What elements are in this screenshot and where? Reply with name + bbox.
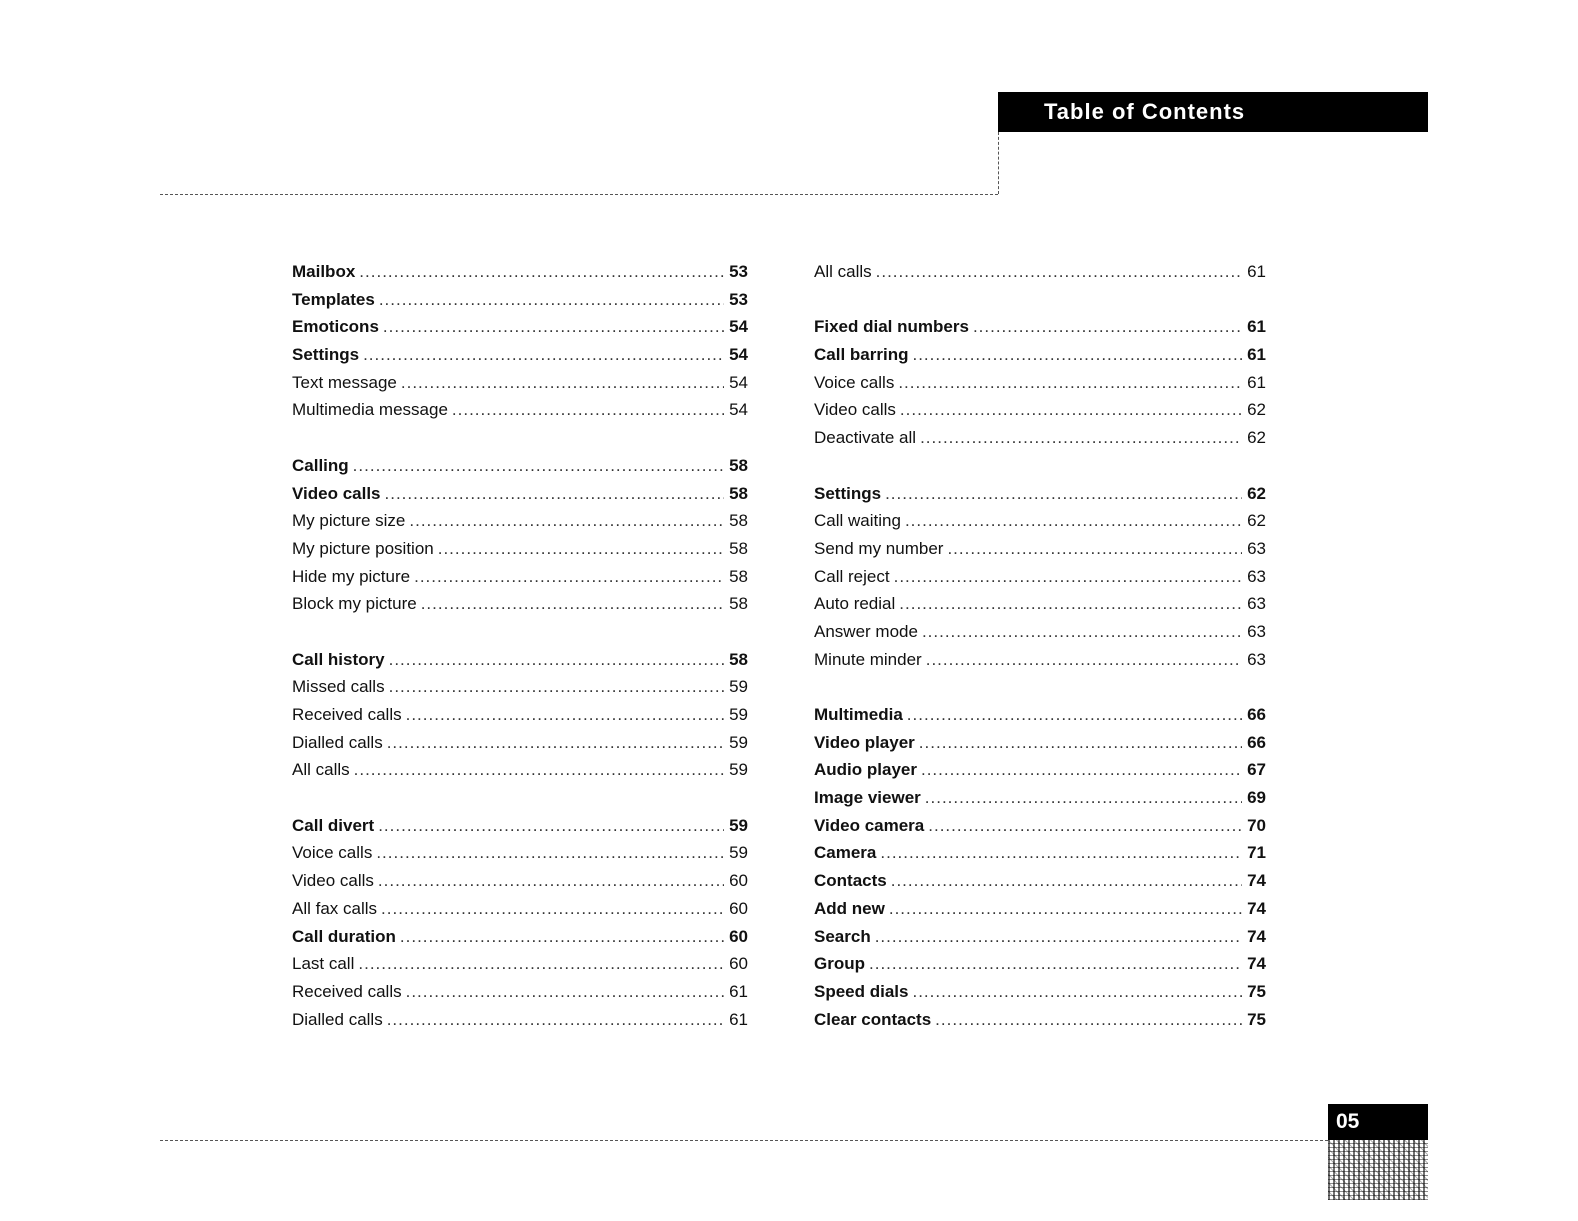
toc-leader-dots <box>378 816 724 836</box>
toc-leader-dots <box>885 484 1242 504</box>
toc-entry-page: 58 <box>729 455 748 475</box>
toc-entry[interactable] <box>814 816 1266 844</box>
toc-entry-page: 74 <box>1247 954 1266 974</box>
toc-entry-page: 59 <box>729 760 748 780</box>
toc-leader-dots <box>354 760 724 780</box>
toc-entry-page: 74 <box>1247 926 1266 946</box>
toc-entry-label: All calls <box>292 760 350 780</box>
toc-entry-label: Settings <box>814 483 882 503</box>
toc-entry[interactable] <box>814 594 1266 622</box>
toc-entry-label: Audio player <box>814 760 917 780</box>
toc-entry[interactable] <box>292 456 748 484</box>
toc-entry-page: 58 <box>729 538 748 558</box>
toc-entry[interactable] <box>814 1010 1266 1038</box>
toc-entry[interactable] <box>814 539 1266 567</box>
toc-spacer <box>292 788 748 816</box>
toc-entry[interactable] <box>292 594 748 622</box>
toc-leader-dots <box>922 622 1242 642</box>
toc-leader-dots <box>387 733 724 753</box>
toc-leader-dots <box>358 954 724 974</box>
toc-entry-page: 59 <box>729 705 748 724</box>
toc-leader-dots <box>898 373 1242 393</box>
toc-entry-page: 66 <box>1247 732 1266 752</box>
toc-leader-dots <box>907 705 1242 725</box>
toc-entry-label: Calling <box>292 455 349 475</box>
toc-spacer <box>292 622 748 650</box>
toc-entry[interactable] <box>814 262 1266 290</box>
toc-leader-dots <box>899 594 1242 614</box>
page-number-box <box>1328 1104 1428 1200</box>
toc-entry-page: 53 <box>729 262 748 281</box>
toc-entry-label: Call barring <box>814 345 909 365</box>
toc-entry-label: Answer mode <box>814 621 918 641</box>
toc-entry-page: 61 <box>1247 262 1266 281</box>
toc-entry-label: Received calls <box>292 705 402 724</box>
toc-leader-dots <box>400 927 724 947</box>
toc-spacer <box>814 677 1266 705</box>
toc-entry-page: 53 <box>729 289 748 309</box>
toc-entry-page: 54 <box>729 372 748 392</box>
toc-entry[interactable] <box>814 871 1266 899</box>
toc-entry-label: Search <box>814 926 871 946</box>
toc-entry-page: 74 <box>1247 871 1266 891</box>
toc-entry[interactable] <box>814 733 1266 761</box>
toc-entry-label: Auto redial <box>814 594 896 614</box>
toc-entry-page: 60 <box>729 898 748 918</box>
toc-entry[interactable] <box>292 1010 748 1038</box>
toc-leader-dots <box>947 539 1242 559</box>
toc-leader-dots <box>389 677 724 697</box>
toc-entry-page: 62 <box>1247 428 1266 448</box>
bottom-dashed-rule <box>160 1140 1328 1141</box>
toc-entry[interactable] <box>814 373 1266 401</box>
toc-entry-label: Call waiting <box>814 511 901 531</box>
toc-entry[interactable] <box>814 705 1266 733</box>
toc-entry-page: 61 <box>1247 345 1266 365</box>
toc-entry[interactable] <box>814 927 1266 955</box>
toc-entry-label: All fax calls <box>292 898 378 918</box>
toc-leader-dots <box>409 511 724 531</box>
toc-entry-page: 59 <box>729 677 748 697</box>
toc-entry-label: Deactivate all <box>814 428 917 448</box>
toc-entry[interactable] <box>292 760 748 788</box>
toc-leader-dots <box>912 345 1242 365</box>
toc-entry[interactable] <box>814 982 1266 1010</box>
toc-entry-page: 70 <box>1247 815 1266 835</box>
toc-leader-dots <box>385 484 724 504</box>
toc-entry-label: Last call <box>292 954 355 974</box>
toc-entry-label: Text message <box>292 372 397 392</box>
toc-entry[interactable] <box>292 816 748 844</box>
toc-leader-dots <box>905 511 1242 531</box>
toc-leader-dots <box>928 816 1242 836</box>
toc-leader-dots <box>973 317 1242 337</box>
toc-entry-page: 61 <box>1247 317 1266 337</box>
toc-entry-page: 58 <box>729 511 748 531</box>
toc-leader-dots <box>376 843 724 863</box>
toc-entry[interactable] <box>292 290 748 318</box>
toc-entry[interactable] <box>292 373 748 401</box>
toc-entry-label: Video calls <box>292 483 381 503</box>
toc-entry-label: Video player <box>814 732 915 752</box>
toc-entry-page: 59 <box>729 815 748 835</box>
toc-entry-page: 75 <box>1247 1009 1266 1029</box>
toc-entry-label: Call duration <box>292 926 396 946</box>
toc-entry[interactable] <box>292 899 748 927</box>
toc-entry-label: Clear contacts <box>814 1009 932 1029</box>
toc-entry-page: 69 <box>1247 788 1266 808</box>
toc-entry[interactable] <box>814 899 1266 927</box>
toc-entry[interactable] <box>292 871 748 899</box>
top-dashed-rule <box>160 194 998 195</box>
toc-entry-page: 60 <box>729 926 748 946</box>
toc-entry-page: 54 <box>729 400 748 420</box>
toc-entry-label: All calls <box>814 262 872 281</box>
toc-leader-dots <box>912 982 1242 1002</box>
toc-leader-dots <box>406 705 724 725</box>
toc-entry-label: Voice calls <box>292 843 373 863</box>
toc-leader-dots <box>894 567 1242 587</box>
toc-leader-dots <box>353 456 724 476</box>
toc-entry-label: Contacts <box>814 871 887 891</box>
toc-entry-page: 71 <box>1247 843 1266 863</box>
toc-entry-page: 60 <box>729 871 748 891</box>
toc-entry[interactable] <box>814 567 1266 595</box>
toc-entry[interactable] <box>814 317 1266 345</box>
toc-entry-label: Received calls <box>292 981 402 1001</box>
toc-entry[interactable] <box>292 539 748 567</box>
toc-leader-dots <box>926 650 1242 670</box>
toc-left-column <box>292 262 748 1037</box>
toc-entry[interactable] <box>292 345 748 373</box>
toc-entry-label: Hide my picture <box>292 566 411 586</box>
toc-entry[interactable] <box>292 677 748 705</box>
toc-entry[interactable] <box>292 484 748 512</box>
toc-entry[interactable] <box>814 400 1266 428</box>
toc-leader-dots <box>919 733 1242 753</box>
toc-entry[interactable] <box>814 484 1266 512</box>
toc-entry[interactable] <box>814 788 1266 816</box>
toc-entry-page: 74 <box>1247 898 1266 918</box>
toc-entry[interactable] <box>292 733 748 761</box>
toc-entry-page: 58 <box>729 649 748 669</box>
toc-leader-dots <box>935 1010 1242 1030</box>
toc-entry-page: 54 <box>729 317 748 337</box>
toc-entry[interactable] <box>814 760 1266 788</box>
toc-entry-label: My picture position <box>292 538 434 558</box>
toc-entry-label: Speed dials <box>814 981 909 1001</box>
toc-entry-label: Call reject <box>814 566 890 586</box>
toc-entry-label: Call divert <box>292 815 375 835</box>
toc-entry-label: Mailbox <box>292 262 356 281</box>
toc-entry-page: 59 <box>729 843 748 863</box>
toc-leader-dots <box>921 760 1242 780</box>
toc-entry[interactable] <box>814 622 1266 650</box>
toc-entry-page: 66 <box>1247 705 1266 724</box>
toc-spacer <box>814 290 1266 318</box>
toc-entry-page: 62 <box>1247 400 1266 420</box>
toc-entry-page: 63 <box>1247 649 1266 669</box>
toc-entry[interactable] <box>292 705 748 733</box>
vertical-dashed-divider <box>998 132 999 194</box>
toc-entry-label: Voice calls <box>814 372 895 392</box>
toc-entry-page: 61 <box>729 981 748 1001</box>
toc-leader-dots <box>889 899 1242 919</box>
toc-entry-page: 61 <box>1247 372 1266 392</box>
toc-entry-page: 62 <box>1247 483 1266 503</box>
toc-entry[interactable] <box>292 400 748 428</box>
toc-entry[interactable] <box>292 927 748 955</box>
toc-leader-dots <box>379 290 724 310</box>
toc-spacer <box>814 456 1266 484</box>
toc-entry[interactable] <box>292 650 748 678</box>
halftone-pattern <box>1328 1140 1428 1200</box>
toc-entry-page: 63 <box>1247 594 1266 614</box>
toc-leader-dots <box>378 871 724 891</box>
toc-leader-dots <box>387 1010 724 1030</box>
toc-leader-dots <box>869 954 1242 974</box>
toc-entry-label: Call history <box>292 649 385 669</box>
toc-entry-label: Add new <box>814 898 885 918</box>
toc-leader-dots <box>359 262 724 282</box>
toc-entry-label: Missed calls <box>292 677 385 697</box>
toc-leader-dots <box>363 345 724 365</box>
toc-entry-label: Group <box>814 954 865 974</box>
toc-leader-dots <box>920 428 1242 448</box>
toc-entry[interactable] <box>814 511 1266 539</box>
toc-entry[interactable] <box>814 954 1266 982</box>
toc-entry-label: Templates <box>292 289 375 309</box>
toc-entry-page: 62 <box>1247 511 1266 531</box>
toc-entry[interactable] <box>814 650 1266 678</box>
toc-entry-page: 58 <box>729 594 748 614</box>
toc-entry[interactable] <box>814 428 1266 456</box>
toc-entry-label: Dialled calls <box>292 732 383 752</box>
toc-entry-page: 63 <box>1247 566 1266 586</box>
toc-entry-label: Video camera <box>814 815 925 835</box>
toc-entry-page: 67 <box>1247 760 1266 780</box>
toc-entry-label: Minute minder <box>814 649 922 669</box>
toc-right-column <box>814 262 1266 1037</box>
toc-leader-dots <box>421 594 724 614</box>
toc-entry-label: Multimedia <box>814 705 903 724</box>
toc-entry-label: Video calls <box>292 871 374 891</box>
toc-leader-dots <box>925 788 1242 808</box>
toc-leader-dots <box>880 843 1242 863</box>
toc-entry-label: Send my number <box>814 538 944 558</box>
toc-leader-dots <box>401 373 724 393</box>
toc-entry-label: Multimedia message <box>292 400 448 420</box>
toc-entry-label: My picture size <box>292 511 406 531</box>
toc-entry-page: 58 <box>729 566 748 586</box>
toc-entry[interactable] <box>292 843 748 871</box>
toc-leader-dots <box>406 982 724 1002</box>
toc-leader-dots <box>414 567 724 587</box>
toc-leader-dots <box>381 899 724 919</box>
toc-entry[interactable] <box>292 567 748 595</box>
toc-entry-page: 75 <box>1247 981 1266 1001</box>
toc-entry-page: 60 <box>729 954 748 974</box>
toc-entry-page: 61 <box>729 1009 748 1029</box>
toc-entry[interactable] <box>814 843 1266 871</box>
toc-entry-label: Camera <box>814 843 877 863</box>
page-title: Table of Contents <box>998 92 1428 132</box>
toc-entry-label: Emoticons <box>292 317 379 337</box>
page-number: 05 <box>1328 1104 1428 1140</box>
toc-leader-dots <box>383 317 724 337</box>
toc-entry[interactable] <box>292 954 748 982</box>
toc-entry-page: 63 <box>1247 621 1266 641</box>
toc-entry-label: Settings <box>292 345 360 365</box>
toc-spacer <box>292 428 748 456</box>
toc-entry-page: 59 <box>729 732 748 752</box>
toc-entry[interactable] <box>292 262 748 290</box>
toc-entry[interactable] <box>292 317 748 345</box>
toc-entry-page: 54 <box>729 345 748 365</box>
toc-entry-label: Fixed dial numbers <box>814 317 969 337</box>
toc-entry-label: Video calls <box>814 400 896 420</box>
toc-entry-label: Block my picture <box>292 594 417 614</box>
toc-entry[interactable] <box>814 345 1266 373</box>
toc-entry[interactable] <box>292 511 748 539</box>
toc-entry[interactable] <box>292 982 748 1010</box>
toc-entry-page: 63 <box>1247 538 1266 558</box>
toc-entry-label: Image viewer <box>814 788 921 808</box>
toc-leader-dots <box>876 262 1242 282</box>
toc-leader-dots <box>438 539 724 559</box>
toc-leader-dots <box>452 400 724 420</box>
toc-leader-dots <box>900 400 1242 420</box>
toc-leader-dots <box>891 871 1242 891</box>
toc-entry-page: 58 <box>729 483 748 503</box>
toc-leader-dots <box>389 650 724 670</box>
toc-leader-dots <box>875 927 1242 947</box>
toc-entry-label: Dialled calls <box>292 1009 383 1029</box>
